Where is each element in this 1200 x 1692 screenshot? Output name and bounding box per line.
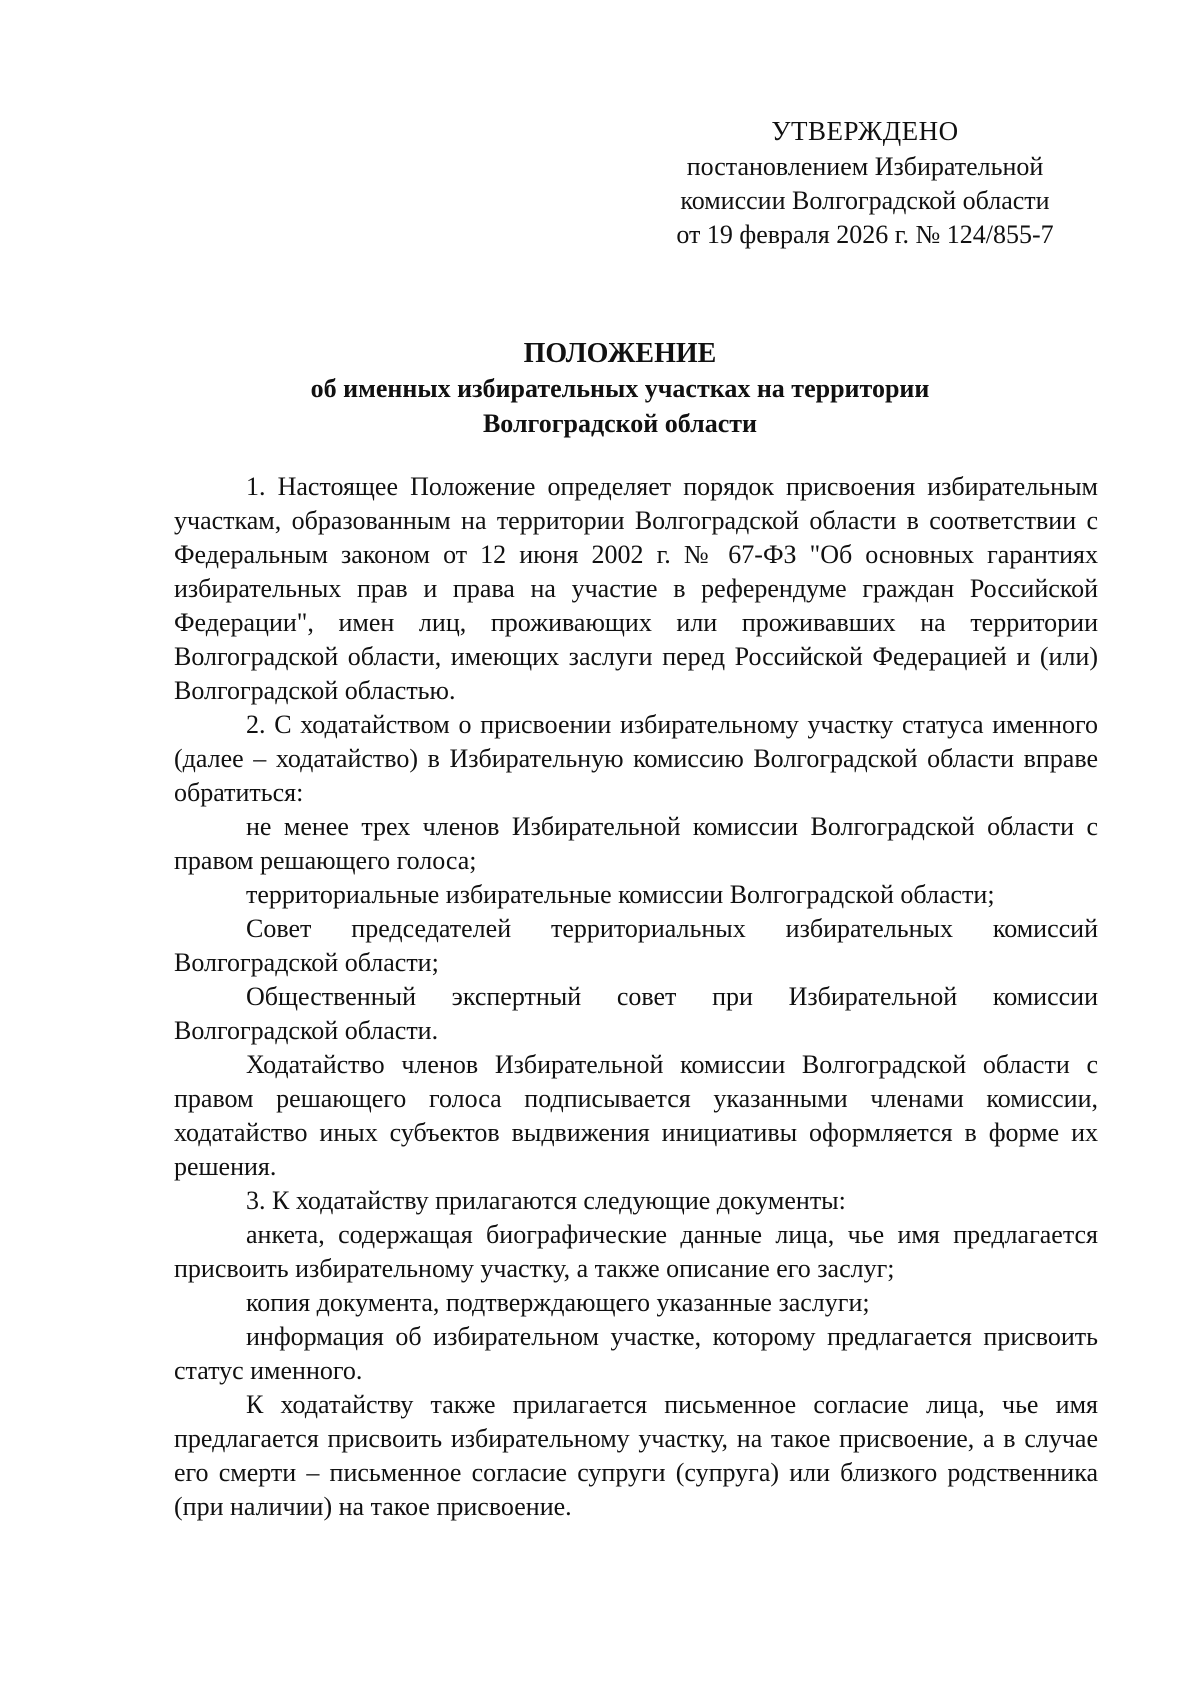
title-main: ПОЛОЖЕНИЕ: [523, 338, 717, 369]
paragraph-7: Ходатайство членов Избирательной комиссии Волгоградской области с правом решающего голоса подписывается указанными членами комиссии, ходатайство иных субъектов выдвижения инициативы оформляется в форме их решения.: [174, 1050, 1098, 1181]
paragraph-2: 2. С ходатайством о присвоении избирательному участку статуса именного (далее – ходатайство) в Избирательную комиссию Волгоградской области вправе обратиться:: [174, 710, 1098, 807]
approval-line-3: от 19 февраля 2026 г. № 124/855-7: [676, 220, 1054, 249]
paragraph-3: не менее трех членов Избирательной комиссии Волгоградской области с правом решающего голоса;: [174, 812, 1098, 875]
approval-line-2: комиссии Волгоградской области: [680, 186, 1050, 215]
paragraph-8: 3. К ходатайству прилагаются следующие документы:: [246, 1186, 846, 1215]
approval-stamp: УТВЕРЖДЕНО: [771, 116, 959, 146]
approval-line-1: постановлением Избирательной: [686, 152, 1044, 181]
paragraph-12: К ходатайству также прилагается письменное согласие лица, чье имя предлагается присвоить избирательному участку, на такое присвоение, а в случае его смерти – письменное согласие супруги (супруга) или близкого родственника (при наличии) на такое присвоение.: [174, 1390, 1098, 1521]
title-sub-2: Волгоградской области: [482, 409, 758, 438]
paragraph-9: анкета, содержащая биографические данные лица, чье имя предлагается присвоить избирательному участку, а также описание его заслуг;: [174, 1220, 1098, 1283]
paragraph-6: Общественный экспертный совет при Избирательной комиссии Волгоградской области.: [174, 982, 1098, 1045]
paragraph-11: информация об избирательном участке, которому предлагается присвоить статус именного.: [174, 1322, 1098, 1385]
title-sub-1: об именных избирательных участках на территории: [310, 374, 930, 403]
document-title: [200, 336, 1040, 441]
paragraph-5: Совет председателей территориальных избирательных комиссий Волгоградской области;: [174, 914, 1098, 977]
paragraph-1: 1. Настоящее Положение определяет порядок присвоения избирательным участкам, образованным на территории Волгоградской области в соответствии с Федеральным законом от 12 июня 2002 г. № 67-ФЗ "Об основных гарантиях избирательных прав и права на участие в референдуме граждан Российской Федерации", имен лиц, проживающих или проживавших на территории Волгоградской области, имеющих заслуги перед Российской Федерацией и (или) Волгоградской областью.: [174, 472, 1098, 705]
approval-block: [630, 114, 1100, 252]
paragraph-4: территориальные избирательные комиссии Волгоградской области;: [246, 880, 995, 909]
paragraph-10: копия документа, подтверждающего указанные заслуги;: [246, 1288, 870, 1317]
document-body: [174, 470, 1098, 1524]
